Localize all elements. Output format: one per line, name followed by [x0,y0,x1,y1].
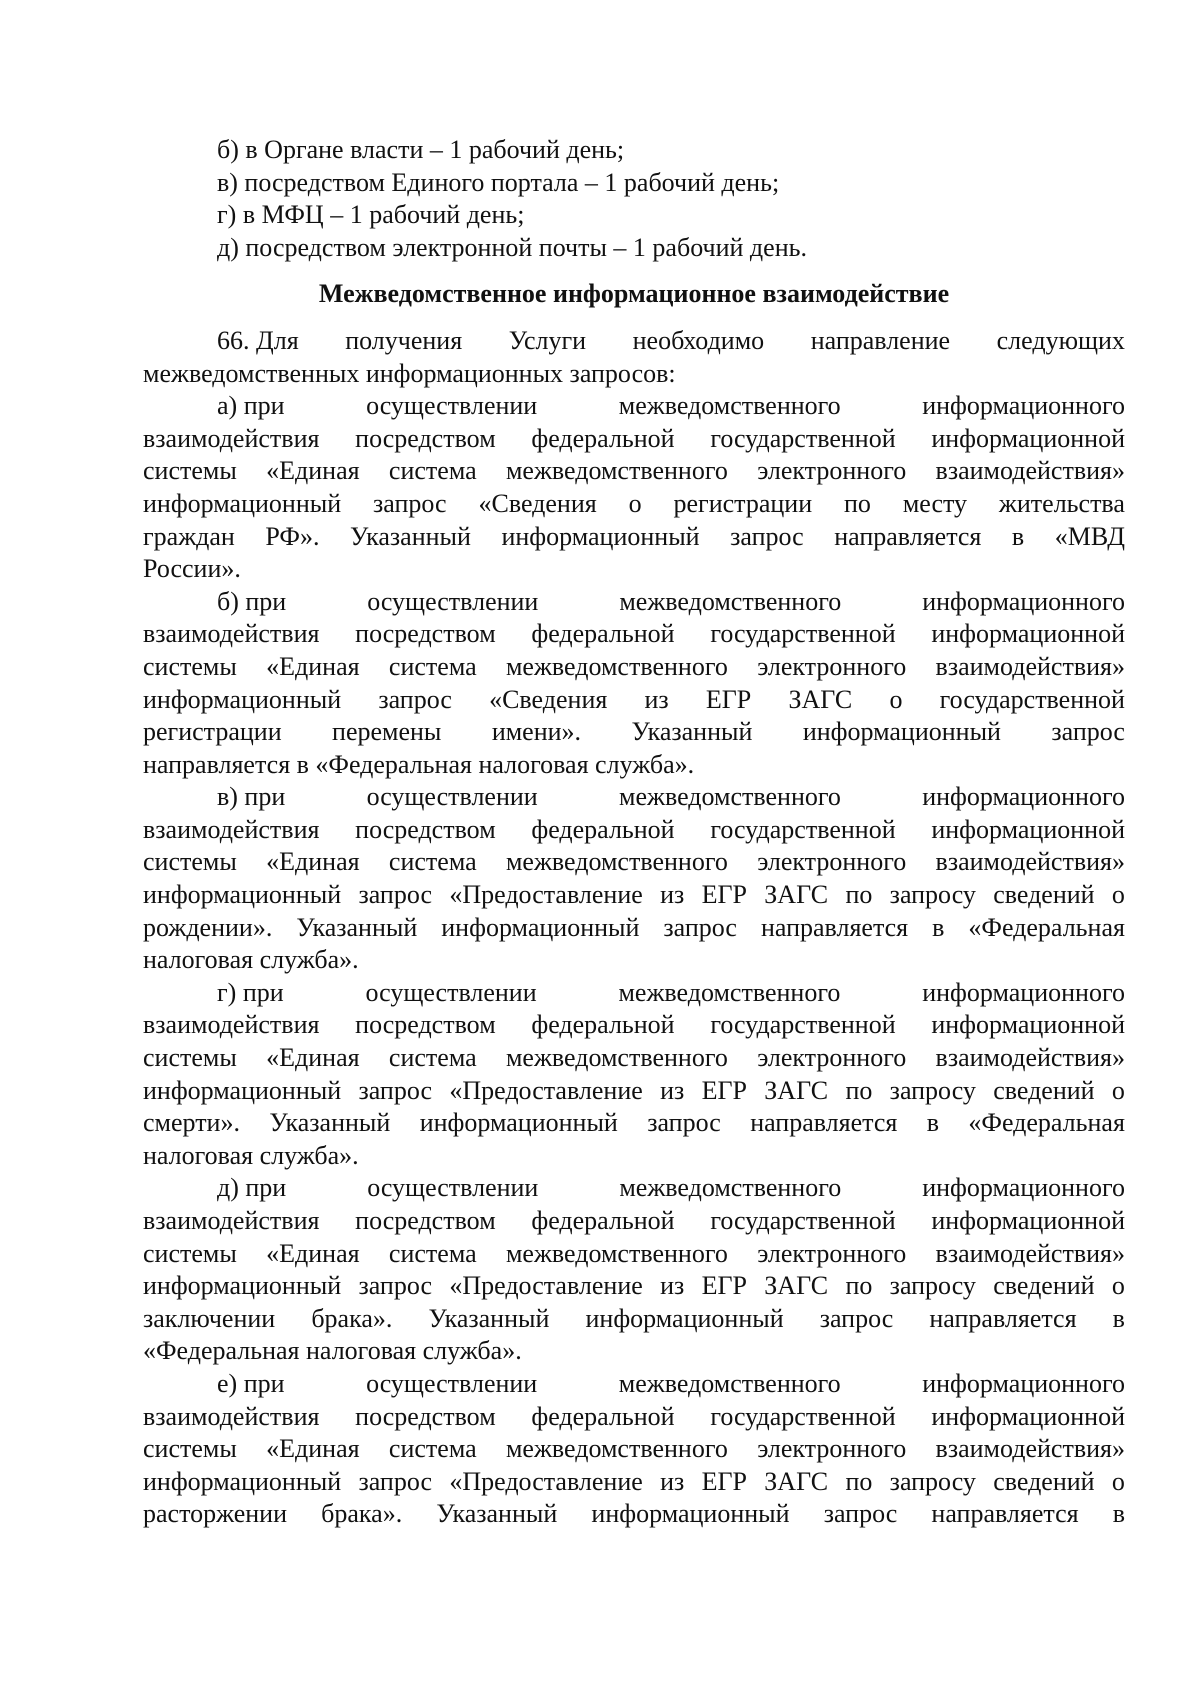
paragraph-line [143,1303,1125,1336]
word: «МВД [1054,521,1125,551]
word: д) при [217,1173,287,1203]
paragraph-line [143,1466,1125,1499]
word: информационный [143,880,342,910]
word: электронного [757,1434,907,1464]
word: 66. Для [217,325,299,355]
word: информационный [441,912,640,942]
word: система [388,651,477,681]
word: запрос [373,488,447,518]
word: в [932,912,945,942]
word: информационный [143,1466,342,1496]
word: ЕГР [705,684,752,714]
word: федеральной [531,423,675,453]
word: осуществлении [365,977,537,1007]
paragraph-line [143,455,1125,488]
word: межведомственного [505,847,728,877]
word: государственной [710,423,896,453]
list-item: г) в МФЦ – 1 рабочий день; [217,200,525,230]
word: информационный [419,1108,618,1138]
word: системы [143,1043,237,1073]
paragraph-line [143,1075,1125,1108]
word: по [844,488,871,518]
word: информационного [922,391,1125,421]
word: брака». [311,1303,393,1333]
word: осуществлении [367,586,539,616]
word: государственной [710,619,896,649]
word: информационного [922,586,1125,616]
word: ЕГР [701,880,747,910]
word: межведомственного [505,1238,728,1268]
word: «Сведения [478,488,597,518]
word: запрос [378,684,452,714]
word: по [845,1271,873,1301]
paragraph-line [143,488,1125,521]
word: система [388,1043,477,1073]
word: о [1111,1075,1125,1105]
word: взаимодействия» [935,1043,1125,1073]
word: «Предоставление [449,1075,643,1105]
word: РФ». [265,521,320,551]
word: по [845,880,873,910]
word: межведомственного [505,1434,728,1464]
word: направление [810,325,951,355]
word: граждан [143,521,235,551]
word: взаимодействия [143,423,320,453]
word: запрос [1051,717,1125,747]
word: запрос [730,521,804,551]
word: сведений [993,1271,1095,1301]
word: межведомственного [618,1368,841,1398]
word: Указанный [349,521,471,551]
word: взаимодействия» [935,651,1125,681]
section-heading: Межведомственное информационное взаимодействие [318,279,950,309]
word: сведений [993,1466,1095,1496]
paragraph-line: «Федеральная налоговая служба». [143,1336,522,1366]
word: запросу [889,880,976,910]
document-body [143,134,1125,1531]
word: направляется [931,1499,1079,1529]
word: система [388,1434,477,1464]
word: запрос [819,1303,894,1333]
paragraph-line: налоговая служба». [143,945,359,975]
word: направляется [929,1303,1077,1333]
word: система [388,847,477,877]
word: осуществлении [366,1368,538,1398]
word: по [845,1075,873,1105]
word: в [1112,1303,1125,1333]
word: информационного [922,977,1125,1007]
paragraph-line: межведомственных информационных запросов: [143,358,676,388]
word: межведомственного [619,782,841,812]
word: федеральной [531,1401,675,1431]
paragraph-line: России». [143,554,241,584]
paragraph-line [143,586,1125,619]
word: электронного [757,651,907,681]
word: запросу [889,1075,976,1105]
word: осуществлении [366,782,538,812]
word: электронного [757,1238,907,1268]
word: информационной [931,619,1125,649]
word: в [1011,521,1025,551]
word: запрос [358,1271,433,1301]
word: системы [143,651,237,681]
word: посредством [355,1010,496,1040]
paragraph-line: налоговая служба». [143,1140,359,1170]
paragraph-line [143,325,1125,358]
word: государственной [939,684,1125,714]
word: информационного [922,1368,1125,1398]
word: посредством [355,814,496,844]
word: «Предоставление [449,1466,643,1496]
word: в [926,1108,940,1138]
word: Указанный [631,717,753,747]
word: федеральной [531,1010,675,1040]
paragraph-line [143,618,1125,651]
word: запрос [358,1075,433,1105]
word: расторжении [143,1499,288,1529]
word: межведомственного [619,1173,842,1203]
word: регистрации [673,488,813,518]
word: электронного [757,847,907,877]
paragraph-line [143,1009,1125,1042]
word: ЗАГС [764,1075,829,1105]
word: брака». [321,1499,403,1529]
word: направляется [760,912,909,942]
word: информационной [931,423,1125,453]
word: запрос [663,912,737,942]
word: информационный [802,717,1001,747]
word: Услуги [508,325,587,355]
word: информационной [931,1206,1125,1235]
word: ЕГР [701,1466,747,1496]
word: информационный [585,1303,784,1333]
paragraph-line [143,912,1125,945]
word: «Федеральная [968,912,1125,942]
word: межведомственного [505,456,728,486]
word: направляется [834,521,982,551]
word: регистрации [143,717,282,747]
word: системы [143,456,237,486]
word: взаимодействия [143,1401,320,1431]
word: взаимодействия [143,1010,320,1040]
word: о [628,488,642,518]
list-item: д) посредством электронной почты – 1 рабочий день. [217,232,807,262]
word: государственной [710,1401,896,1431]
word: о [1111,1271,1125,1301]
word: федеральной [531,1206,675,1235]
word: взаимодействия» [935,456,1125,486]
word: о [1111,880,1125,910]
word: запросу [889,1466,976,1496]
word: информационной [931,1401,1125,1431]
paragraph-line [143,814,1125,847]
paragraph-line [143,716,1125,749]
word: посредством [355,1206,496,1235]
word: в) при [217,782,286,812]
paragraph-line [143,1042,1125,1075]
word: «Единая [266,456,360,486]
paragraph-line: направляется в «Федеральная налоговая служба». [143,749,695,779]
word: системы [143,1434,237,1464]
word: «Единая [266,1043,360,1073]
word: осуществлении [366,391,538,421]
word: федеральной [531,619,675,649]
paragraph-line [143,1107,1125,1140]
word: следующих [996,325,1125,355]
word: запросу [889,1271,976,1301]
word: г) при [217,977,284,1007]
word: смерти». [143,1108,240,1138]
word: получения [345,325,463,355]
word: взаимодействия [143,1206,320,1235]
word: из [644,684,669,714]
word: запрос [823,1499,898,1529]
word: из [660,880,685,910]
word: «Единая [266,1238,360,1268]
word: взаимодействия [143,619,320,649]
paragraph-line [143,1433,1125,1466]
word: межведомственного [505,651,728,681]
paragraph-line [143,781,1125,814]
word: взаимодействия» [935,1434,1125,1464]
word: необходимо [632,325,765,355]
word: направляется [750,1108,898,1138]
list-item: в) посредством Единого портала – 1 рабочий день; [217,167,780,197]
word: межведомственного [505,1043,728,1073]
word: из [660,1466,685,1496]
word: запрос [358,880,433,910]
paragraph-line [143,390,1125,423]
word: система [388,456,477,486]
word: государственной [710,1206,896,1235]
word: информационного [922,782,1125,812]
word: запрос [358,1466,433,1496]
paragraph-line [143,521,1125,554]
paragraph-line [143,1270,1125,1303]
word: «Сведения [489,684,608,714]
word: ЗАГС [764,880,829,910]
word: сведений [993,1075,1095,1105]
word: электронного [757,1043,907,1073]
word: о [1111,1466,1125,1496]
word: ЗАГС [764,1466,829,1496]
paragraph-line [143,977,1125,1010]
word: информационной [931,814,1125,844]
word: е) при [217,1368,285,1398]
word: системы [143,847,237,877]
word: межведомственного [618,977,841,1007]
word: информационный [143,488,342,518]
word: информационный [501,521,700,551]
paragraph-line [143,1368,1125,1401]
paragraph-line [143,1401,1125,1434]
word: ЗАГС [764,1271,829,1301]
word: сведений [993,880,1095,910]
word: перемены [332,717,442,747]
word: «Единая [266,651,360,681]
word: «Единая [266,1434,360,1464]
word: информационный [143,1271,342,1301]
word: посредством [355,1401,496,1431]
word: «Единая [266,847,360,877]
paragraph-line [143,651,1125,684]
word: запрос [647,1108,721,1138]
word: в [1112,1499,1125,1529]
word: взаимодействия» [935,1238,1125,1268]
word: а) при [217,391,285,421]
list-item: б) в Органе власти – 1 рабочий день; [217,135,625,164]
word: информационной [931,1010,1125,1040]
word: ЕГР [701,1271,747,1301]
word: государственной [710,1010,896,1040]
word: информационный [591,1499,790,1529]
word: по [845,1466,873,1496]
word: информационный [143,684,342,714]
word: Указанный [296,912,418,942]
word: из [660,1271,685,1301]
word: взаимодействия [143,814,320,844]
word: Указанный [269,1108,391,1138]
word: Указанный [436,1499,558,1529]
paragraph-line [143,1238,1125,1271]
word: государственной [710,814,896,844]
word: б) при [217,586,287,616]
paragraph-line [143,879,1125,912]
word: информационного [922,1173,1125,1203]
word: посредством [355,423,496,453]
word: система [388,1238,477,1268]
word: «Предоставление [449,880,643,910]
word: посредством [355,619,496,649]
paragraph-line [143,684,1125,717]
word: «Федеральная [968,1108,1125,1138]
word: Указанный [428,1303,550,1333]
word: имени». [491,717,582,747]
paragraph-line [143,1172,1125,1205]
word: электронного [757,456,907,486]
word: «Предоставление [449,1271,643,1301]
word: информационный [143,1075,342,1105]
word: рождении». [143,912,273,942]
word: системы [143,1238,237,1268]
word: межведомственного [618,391,841,421]
word: взаимодействия» [935,847,1125,877]
word: заключении [143,1303,276,1333]
word: межведомственного [619,586,842,616]
word: ЗАГС [788,684,853,714]
word: осуществлении [367,1173,539,1203]
word: жительства [998,488,1125,518]
paragraph-line [143,423,1125,456]
paragraph-line [143,1498,1125,1531]
paragraph-line [143,846,1125,879]
word: из [660,1075,685,1105]
word: ЕГР [701,1075,747,1105]
word: федеральной [531,814,675,844]
paragraph-line [143,1205,1125,1238]
word: о [889,684,903,714]
word: месту [902,488,968,518]
